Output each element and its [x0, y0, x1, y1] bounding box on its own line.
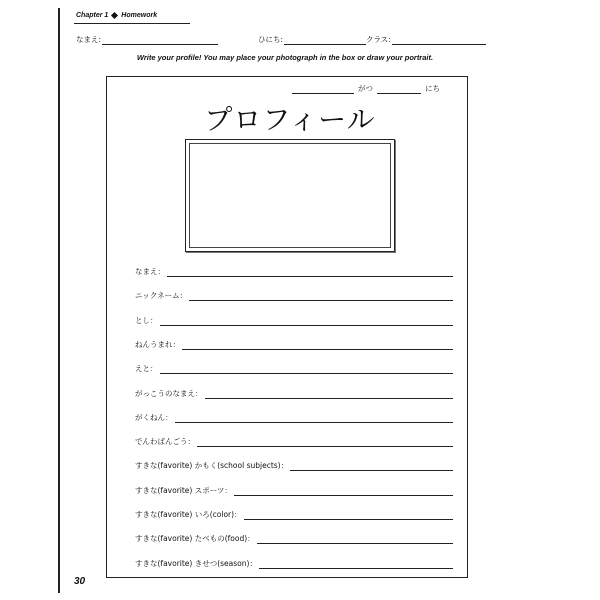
profile-field-row[interactable]	[135, 265, 453, 277]
profile-field-label: がっこうのなまえ：	[135, 388, 203, 398]
profile-field-line[interactable]	[234, 486, 453, 496]
profile-field-line[interactable]	[160, 316, 454, 326]
profile-field-row[interactable]	[135, 362, 453, 374]
profile-field-label: えと：	[135, 364, 158, 374]
profile-field-label: すきな(favorite) きせつ(season)：	[135, 558, 257, 568]
profile-field-label: ねんうまれ：	[135, 339, 180, 349]
profile-field-line[interactable]	[205, 389, 454, 399]
profile-field-label: ニックネーム：	[135, 291, 188, 301]
profile-field-label: がくねん：	[135, 412, 173, 422]
month-line[interactable]	[292, 84, 354, 94]
class-line[interactable]	[392, 35, 486, 45]
profile-date-row	[292, 83, 440, 94]
profile-field-label: なまえ：	[135, 267, 165, 276]
chapter-label: Chapter 1	[76, 12, 109, 19]
profile-field-row[interactable]	[135, 435, 453, 447]
profile-field-line[interactable]	[175, 413, 454, 423]
profile-field-row[interactable]	[135, 411, 453, 423]
photo-area	[189, 143, 391, 248]
month-label: がつ	[358, 84, 373, 93]
profile-field-line[interactable]	[290, 461, 453, 471]
date-line[interactable]	[284, 35, 366, 45]
class-field[interactable]	[366, 34, 486, 45]
margin-rule	[58, 8, 60, 593]
photo-frame-icon[interactable]	[185, 139, 395, 252]
profile-field-line[interactable]	[189, 291, 453, 301]
profile-field-row[interactable]	[135, 289, 453, 301]
profile-field-line[interactable]	[167, 267, 453, 277]
page-number: 30	[74, 576, 86, 587]
profile-field-label: とし：	[135, 315, 158, 325]
student-name-field[interactable]	[76, 34, 218, 45]
profile-field-row[interactable]	[135, 484, 453, 496]
student-name-line[interactable]	[102, 35, 218, 45]
profile-field-line[interactable]	[197, 437, 453, 447]
profile-field-line[interactable]	[182, 340, 453, 350]
profile-field-row[interactable]	[135, 314, 453, 326]
profile-field-row[interactable]	[135, 532, 453, 544]
chapter-heading	[76, 12, 157, 19]
class-label: クラス:	[366, 35, 391, 44]
student-name-label: なまえ:	[76, 35, 102, 44]
profile-field-line[interactable]	[160, 364, 454, 374]
instructions: Write your profile! You may place your photograph in the box or draw your portrait.	[136, 53, 434, 62]
profile-field-label: でんわばんごう：	[135, 437, 195, 447]
profile-field-row[interactable]	[135, 387, 453, 399]
date-field[interactable]	[258, 34, 366, 45]
profile-field-row[interactable]	[135, 459, 453, 471]
profile-field-line[interactable]	[244, 510, 453, 520]
section-label: Homework	[121, 12, 158, 19]
profile-field-label: すきな(favorite) たべもの(food)：	[135, 534, 255, 544]
profile-field-row[interactable]	[135, 508, 453, 520]
profile-field-label: すきな(favorite) いろ(color)：	[135, 510, 242, 519]
diamond-icon	[111, 12, 118, 19]
page-title: プロフィール	[204, 103, 376, 136]
profile-field-row[interactable]	[135, 338, 453, 350]
date-label: ひにち:	[258, 35, 284, 44]
profile-field-row[interactable]	[135, 557, 453, 569]
day-label: にち	[425, 84, 440, 93]
profile-field-label: すきな(favorite) スポーツ：	[135, 485, 232, 495]
profile-field-line[interactable]	[257, 534, 453, 544]
profile-field-label: すきな(favorite) かもく(school subjects)：	[135, 461, 289, 471]
chapter-underline	[74, 23, 190, 24]
day-line[interactable]	[377, 84, 421, 94]
profile-field-line[interactable]	[259, 559, 453, 569]
